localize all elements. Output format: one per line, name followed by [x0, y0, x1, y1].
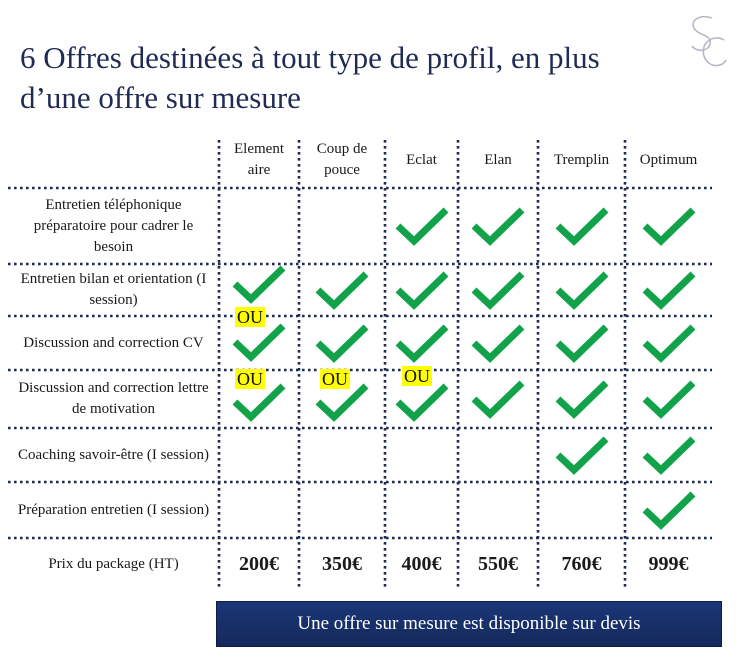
check-icon — [554, 435, 610, 475]
check-icon — [641, 435, 697, 475]
check-icon — [641, 379, 697, 419]
price-2: 350€ — [322, 552, 362, 575]
price-1: 200€ — [239, 552, 279, 575]
check-icon — [641, 206, 697, 246]
check-icon — [394, 206, 450, 246]
row-label-2: Entretien bilan et orientation (I session) — [20, 271, 207, 308]
column-header-3: Eclat — [406, 151, 437, 168]
check-icon — [394, 270, 450, 310]
check-icon — [314, 270, 370, 310]
column-header-4: Elan — [484, 151, 512, 168]
row-label-3: Discussion and correction CV — [23, 334, 204, 351]
check-icon — [641, 323, 697, 363]
row-label-4: Discussion and correction lettre de motivation — [18, 380, 209, 417]
price-row-label: Prix du package (HT) — [48, 555, 179, 572]
row-label-6: Préparation entretien (I session) — [17, 501, 210, 518]
ou-tag-letter-3: OU — [404, 366, 430, 386]
check-icon — [470, 270, 526, 310]
price-4: 550€ — [478, 552, 518, 575]
row-label-5: Coaching savoir-être (I session) — [18, 446, 209, 463]
check-icon — [231, 264, 287, 304]
check-icon — [554, 270, 610, 310]
price-5: 760€ — [561, 552, 602, 575]
row-label-1: Entretien téléphonique préparatoire pour cadrer le besoin — [33, 196, 194, 255]
column-header-5: Tremplin — [553, 151, 610, 168]
check-icon — [314, 323, 370, 363]
check-icon — [470, 379, 526, 419]
check-icon — [470, 323, 526, 363]
price-6: 999€ — [648, 552, 689, 575]
ou-tag-letter-2: OU — [322, 369, 348, 389]
price-3: 400€ — [401, 552, 442, 575]
custom-offer-banner[interactable]: Une offre sur mesure est disponible sur devis — [216, 601, 722, 647]
check-icon — [641, 270, 697, 310]
check-icon — [470, 206, 526, 246]
column-header-6: Optimum — [639, 151, 698, 168]
column-header-2: Coup de pouce — [316, 141, 368, 178]
check-icon — [641, 490, 697, 530]
check-icon — [394, 323, 450, 363]
ou-tag-cv: OU — [237, 307, 263, 327]
check-icon — [231, 322, 287, 362]
check-icon — [394, 382, 450, 422]
column-header-1: Element aire — [234, 141, 284, 178]
check-icon — [554, 379, 610, 419]
page-title: 6 Offres destinées à tout type de profil, en plus d’une offre sur mesure — [20, 40, 600, 115]
ou-tag-letter-1: OU — [237, 369, 263, 389]
check-icon — [554, 323, 610, 363]
check-icon — [554, 206, 610, 246]
